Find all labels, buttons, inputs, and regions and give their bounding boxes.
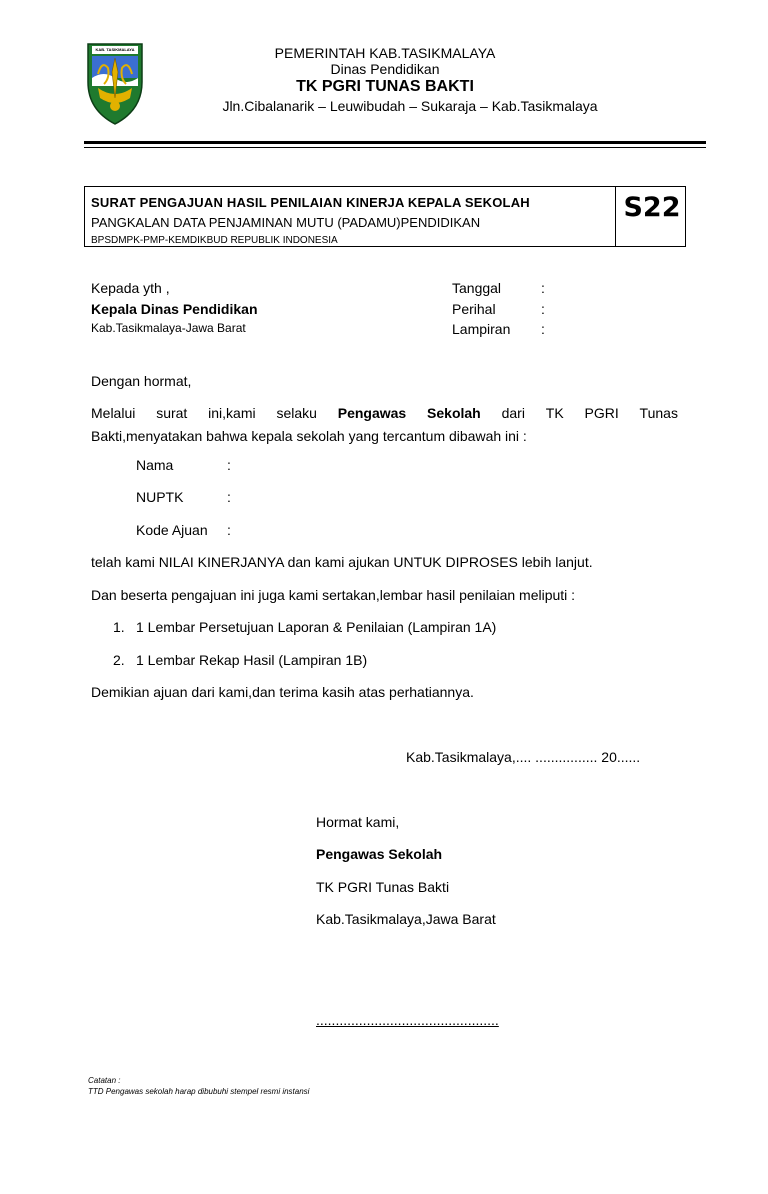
p1-word: ini,kami <box>208 405 256 421</box>
field-colon: : <box>227 522 231 538</box>
signer-role: Pengawas Sekolah <box>316 846 443 862</box>
p1-word: Pengawas <box>337 405 407 421</box>
subject-label: Perihal <box>452 301 496 317</box>
department-name: Dinas Pendidikan <box>330 61 440 77</box>
date-label: Tanggal <box>452 280 502 296</box>
p1-word: Melalui <box>91 405 136 421</box>
recipient-to: Kepada yth , <box>91 280 170 296</box>
date-colon: : <box>541 280 545 296</box>
place-date-line: Kab.Tasikmalaya,.... ................ 20...... <box>406 749 641 765</box>
note-text: TTD Pengawas sekolah harap dibubuhi stempel resmi instansi <box>88 1087 310 1096</box>
form-title: SURAT PENGAJUAN HASIL PENILAIAN KINERJA KEPALA SEKOLAH <box>91 195 530 210</box>
header-rule-thick <box>84 141 706 144</box>
list-item: 1 Lembar Rekap Hasil (Lampiran 1B) <box>136 652 368 668</box>
greeting: Dengan hormat, <box>91 373 192 389</box>
paragraph-3: Dan beserta pengajuan ini juga kami sertakan,lembar hasil penilaian meliputi : <box>91 587 576 603</box>
p1-word: selaku <box>276 405 317 421</box>
government-name: PEMERINTAH KAB.TASIKMALAYA <box>274 45 496 61</box>
p1-word: PGRI <box>584 405 619 421</box>
paragraph-2: telah kami NILAI KINERJANYA dan kami ajukan UNTUK DIPROSES lebih lanjut. <box>91 554 593 570</box>
logo-text: KAB. TASIKMALAYA <box>95 47 135 52</box>
form-subtitle: PANGKALAN DATA PENJAMINAN MUTU (PADAMU)PENDIDIKAN <box>91 215 481 230</box>
field-colon: : <box>227 457 231 473</box>
signer-school: TK PGRI Tunas Bakti <box>316 879 450 895</box>
paragraph-1-line-1 <box>91 406 678 420</box>
signature-line: ............................................... <box>316 1012 499 1028</box>
p1-word: TK <box>545 405 564 421</box>
regards: Hormat kami, <box>316 814 400 830</box>
field-label-kode-ajuan: Kode Ajuan <box>136 522 208 538</box>
p1-word: dari <box>501 405 525 421</box>
list-number: 2. <box>113 652 125 668</box>
note-label: Catatan : <box>88 1076 121 1085</box>
recipient-name: Kepala Dinas Pendidikan <box>91 301 258 317</box>
attachment-colon: : <box>541 321 545 337</box>
field-colon: : <box>227 489 231 505</box>
regency-logo <box>84 38 146 126</box>
signer-place: Kab.Tasikmalaya,Jawa Barat <box>316 911 496 927</box>
school-address: Jln.Cibalanarik – Leuwibudah – Sukaraja – Kab.Tasikmalaya <box>222 98 598 114</box>
field-label-nuptk: NUPTK <box>136 489 184 505</box>
list-item: 1 Lembar Persetujuan Laporan & Penilaian (Lampiran 1A) <box>136 619 497 635</box>
list-number: 1. <box>113 619 125 635</box>
field-label-nama: Nama <box>136 457 174 473</box>
subject-colon: : <box>541 301 545 317</box>
paragraph-1-line-2: Bakti,menyatakan bahwa kepala sekolah yang tercantum dibawah ini : <box>91 428 527 444</box>
recipient-place: Kab.Tasikmalaya-Jawa Barat <box>91 321 246 335</box>
p1-word: Tunas <box>639 405 678 421</box>
p1-word: Sekolah <box>427 405 481 421</box>
p1-word: surat <box>156 405 188 421</box>
header-rule-thin <box>84 147 706 148</box>
form-code: S22 <box>623 192 681 223</box>
closing-sentence: Demikian ajuan dari kami,dan terima kasih atas perhatiannya. <box>91 684 474 700</box>
school-name: TK PGRI TUNAS BAKTI <box>296 78 474 95</box>
attachment-label: Lampiran <box>452 321 511 337</box>
form-org: BPSDMPK-PMP-KEMDIKBUD REPUBLIK INDONESIA <box>91 235 338 246</box>
